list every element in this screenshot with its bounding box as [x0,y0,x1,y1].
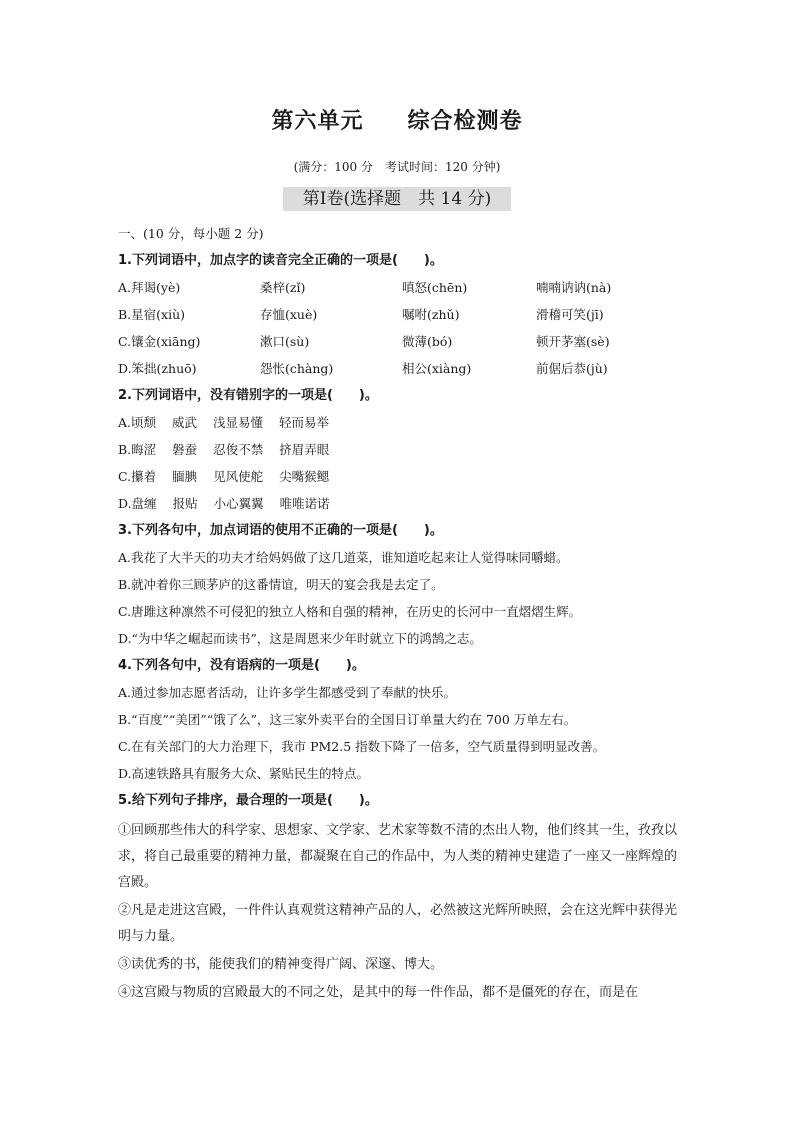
question-3-stem: 3.下列各句中，加点词语的使用不正确的一项是( )。 [118,523,443,538]
q4-option-c: C.在有关部门的大力治理下，我市 PM2.5 指数下降了一倍多，空气质量得到明显改善。 [118,739,606,754]
section-heading: 一、(10 分，每小题 2 分) [118,226,264,241]
exam-body [118,224,678,1008]
q3-option-c: C.唐雎这种凛然不可侵犯的独立人格和自强的精神，在历史的长河中一直熠熠生辉。 [118,604,582,619]
q3-option-d: D.“为中华之崛起而读书”，这是周恩来少年时就立下的鸿鹄之志。 [118,631,482,646]
question-1-stem: 1.下列词语中，加点字的读音完全正确的一项是( )。 [118,253,443,268]
q5-sentence-4: ④这宫殿与物质的宫殿最大的不同之处，是其中的每一件作品，都不是僵死的存在，而是在 [118,985,639,1000]
q2-option-a: A.顷颓 威武 浅显易懂 轻而易举 [118,415,330,430]
q4-option-a: A.通过参加志愿者活动，让许多学生都感受到了奉献的快乐。 [118,685,457,700]
q2-option-c: C.攥着 腼腆 见风使舵 尖嘴猴鳃 [118,469,330,484]
q2-option-b: B.晦涩 磐蚕 忍俊不禁 挤眉弄眼 [118,442,330,457]
q1-option-d: D.笨拙(zhuō) 怨怅(chàng) 相公(xiàng) 前倨后恭(jù) [118,361,608,376]
q1-option-b: B.星宿(xiù) 存恤(xuè) 嘱咐(zhǔ) 滑稽可笑(jī) [118,307,604,322]
q5-sentence-1: ①回顾那些伟大的科学家、思想家、文学家、艺术家等数不清的杰出人物，他们终其一生，孜孜以求，将自己最重要的精神力量，都凝聚在自己的作品中，为人类的精神史建造了一座又一座辉煌的宫殿。 [118,823,678,890]
q3-option-a: A.我花了大半天的功夫才给妈妈做了这几道菜，谁知道吃起来让人觉得味同嚼蜡。 [118,550,569,565]
question-5-stem: 5.给下列句子排序，最合理的一项是( )。 [118,793,378,808]
part-banner: 第Ⅰ卷(选择题 共 14 分) [283,187,511,211]
q5-sentence-3: ③读优秀的书，能使我们的精神变得广阔、深邃、博大。 [118,957,444,972]
q4-option-b: B.“百度”“美团”“饿了么”，这三家外卖平台的全国日订单量大约在 700 万单左右。 [118,712,577,727]
q2-option-d: D.盘缠 报贴 小心翼翼 唯唯诺诺 [118,496,330,511]
q5-sentence-2: ②凡是走进这宫殿，一件件认真观赏这精神产品的人，必然被这光辉所映照，会在这光辉中获得光明与力量。 [118,903,678,944]
q1-option-a: A.拜谒(yè) 桑梓(zǐ) 嗔怒(chēn) 喃喃讷讷(nà) [118,280,612,295]
q4-option-d: D.高速铁路具有服务大众、紧贴民生的特点。 [118,766,370,781]
exam-info: (满分：100 分 考试时间：120 分钟) [293,160,501,174]
question-4-stem: 4.下列各句中，没有语病的一项是( )。 [118,658,365,673]
question-2-stem: 2.下列词语中，没有错别字的一项是( )。 [118,388,378,403]
q3-option-b: B.就冲着你三顾茅庐的这番情谊，明天的宴会我是去定了。 [118,577,444,592]
page-title: 第六单元 综合检测卷 [271,109,523,134]
q1-option-c: C.镶金(xiāng) 漱口(sù) 微薄(bó) 顿开茅塞(sè) [118,334,610,349]
